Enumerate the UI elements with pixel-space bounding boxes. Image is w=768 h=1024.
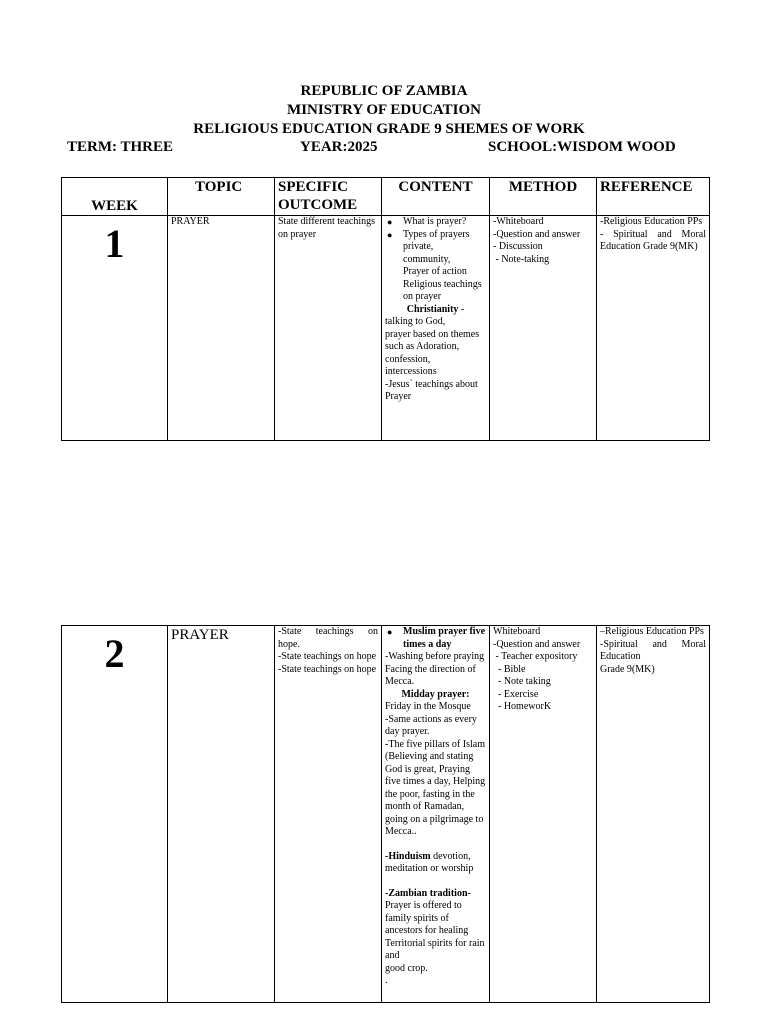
content-line: Territorial spirits for rain and <box>385 937 485 961</box>
content-line: prayer based on themes <box>385 328 480 340</box>
col-topic: TOPIC <box>168 178 275 216</box>
content-line: Prayer is offered to family spirits of ancestors for healing <box>385 900 469 936</box>
reference-cell <box>597 626 710 1003</box>
method-item: - Exercise <box>493 688 539 700</box>
method-item: -Question and answer <box>493 228 581 240</box>
col-specific-outcome: SPECIFIC OUTCOME <box>275 178 382 216</box>
content-line: intercessions <box>385 366 437 377</box>
content-line: . <box>385 975 388 986</box>
outcome-cell <box>275 626 382 1003</box>
week-number: 1 <box>104 221 125 266</box>
spacer <box>385 876 486 888</box>
reference-item: - Spiritual and Moral Education Grade 9(MK) <box>600 228 706 252</box>
content-bullet: ● What is prayer? <box>403 216 486 229</box>
outcome-item: -State teachings on hope <box>278 651 377 662</box>
hinduism-heading: -Hinduism <box>385 850 431 862</box>
outcome-item: -State teachings on hope. <box>278 626 378 650</box>
method-item: -Whiteboard <box>493 216 544 227</box>
reference-item: Grade 9(MK) <box>600 663 655 675</box>
content-bullets <box>385 626 486 651</box>
content-bullet: ● Types of prayers <box>403 229 486 242</box>
content-line: -The five pillars of Islam (Believing and stating God is great, Praying five times a day, Helping the poor, fasting in the month of Ramadan, going on a pilgrimage to Mecca.. <box>385 738 486 837</box>
content-sub: Religious teachings on prayer <box>403 278 482 302</box>
week-cell <box>62 216 168 441</box>
method-item: -Question and answer <box>493 638 581 650</box>
content-line: -Washing before praying Facing the direction of Mecca. <box>385 651 485 687</box>
col-method: METHOD <box>490 178 597 216</box>
term-label: TERM: THREE <box>67 139 173 155</box>
table-header-row <box>62 178 710 216</box>
method-item: - Teacher expository <box>493 651 578 662</box>
midday-heading: Midday prayer: <box>401 688 470 700</box>
outcome-cell: State different teachings on prayer <box>275 216 382 441</box>
scheme-table-week-1 <box>61 177 710 441</box>
reference-item: -Religious Education PPs <box>600 216 703 227</box>
content-sub: Prayer of action <box>403 266 467 277</box>
method-cell <box>490 626 597 1003</box>
document-header <box>0 82 768 139</box>
content-line: good crop. <box>385 962 428 974</box>
reference-item: –Religious Education PPs <box>600 626 704 637</box>
content-line: -Same actions as every day prayer. <box>385 713 477 737</box>
header-meta <box>0 139 768 159</box>
method-item: - HomeworK <box>493 701 552 712</box>
content-line: Friday in the Mosque <box>385 701 471 712</box>
col-reference: REFERENCE <box>597 178 710 216</box>
method-item: - Bible <box>493 663 526 675</box>
content-bullets <box>385 216 486 241</box>
content-sub: private, <box>403 241 434 252</box>
year-label: YEAR:2025 <box>300 139 378 155</box>
scheme-table-week-2 <box>61 625 710 1003</box>
topic-cell: PRAYER <box>168 216 275 441</box>
content-heading-line <box>385 689 486 702</box>
hinduism-line <box>385 851 486 876</box>
zambian-line <box>385 888 486 901</box>
header-title: RELIGIOUS EDUCATION GRADE 9 SHEMES OF WORK <box>193 121 585 137</box>
method-cell <box>490 216 597 441</box>
content-line: such as Adoration, <box>385 341 460 352</box>
outcome-item: -State teachings on hope <box>278 663 377 675</box>
content-line: -Jesus` teachings about Prayer <box>385 378 478 402</box>
christianity-line <box>385 304 486 317</box>
content-sub: community, <box>403 253 451 265</box>
header-republic: REPUBLIC OF ZAMBIA <box>300 83 468 99</box>
header-ministry: MINISTRY OF EDUCATION <box>287 102 481 118</box>
content-cell <box>382 216 490 441</box>
content-bullet <box>403 626 486 651</box>
content-line: talking to God, <box>385 316 446 327</box>
christianity-heading: Christianity <box>406 303 459 315</box>
col-week: WEEK <box>62 178 168 216</box>
school-label: SCHOOL:WISDOM WOOD <box>488 139 676 155</box>
muslim-heading: Muslim prayer five times a day <box>403 626 486 650</box>
zambian-heading: -Zambian tradition- <box>385 887 471 899</box>
topic-cell: PRAYER <box>168 626 275 1003</box>
method-item: - Note taking <box>493 676 551 687</box>
method-item: - Discussion <box>493 241 543 252</box>
method-item: - Note-taking <box>493 253 550 265</box>
col-content: CONTENT <box>382 178 490 216</box>
reference-cell <box>597 216 710 441</box>
hinduism-text: devotion, meditation or worship <box>385 850 474 874</box>
content-line: confession, <box>385 353 431 365</box>
week-number: 2 <box>104 631 125 676</box>
reference-item: -Spiritual and Moral Education <box>600 638 706 662</box>
christianity-dash: - <box>458 303 465 315</box>
table-row <box>62 626 710 1003</box>
spacer <box>385 839 486 851</box>
table-row <box>62 216 710 441</box>
content-cell <box>382 626 490 1003</box>
week-cell <box>62 626 168 1003</box>
method-item: Whiteboard <box>493 626 541 637</box>
